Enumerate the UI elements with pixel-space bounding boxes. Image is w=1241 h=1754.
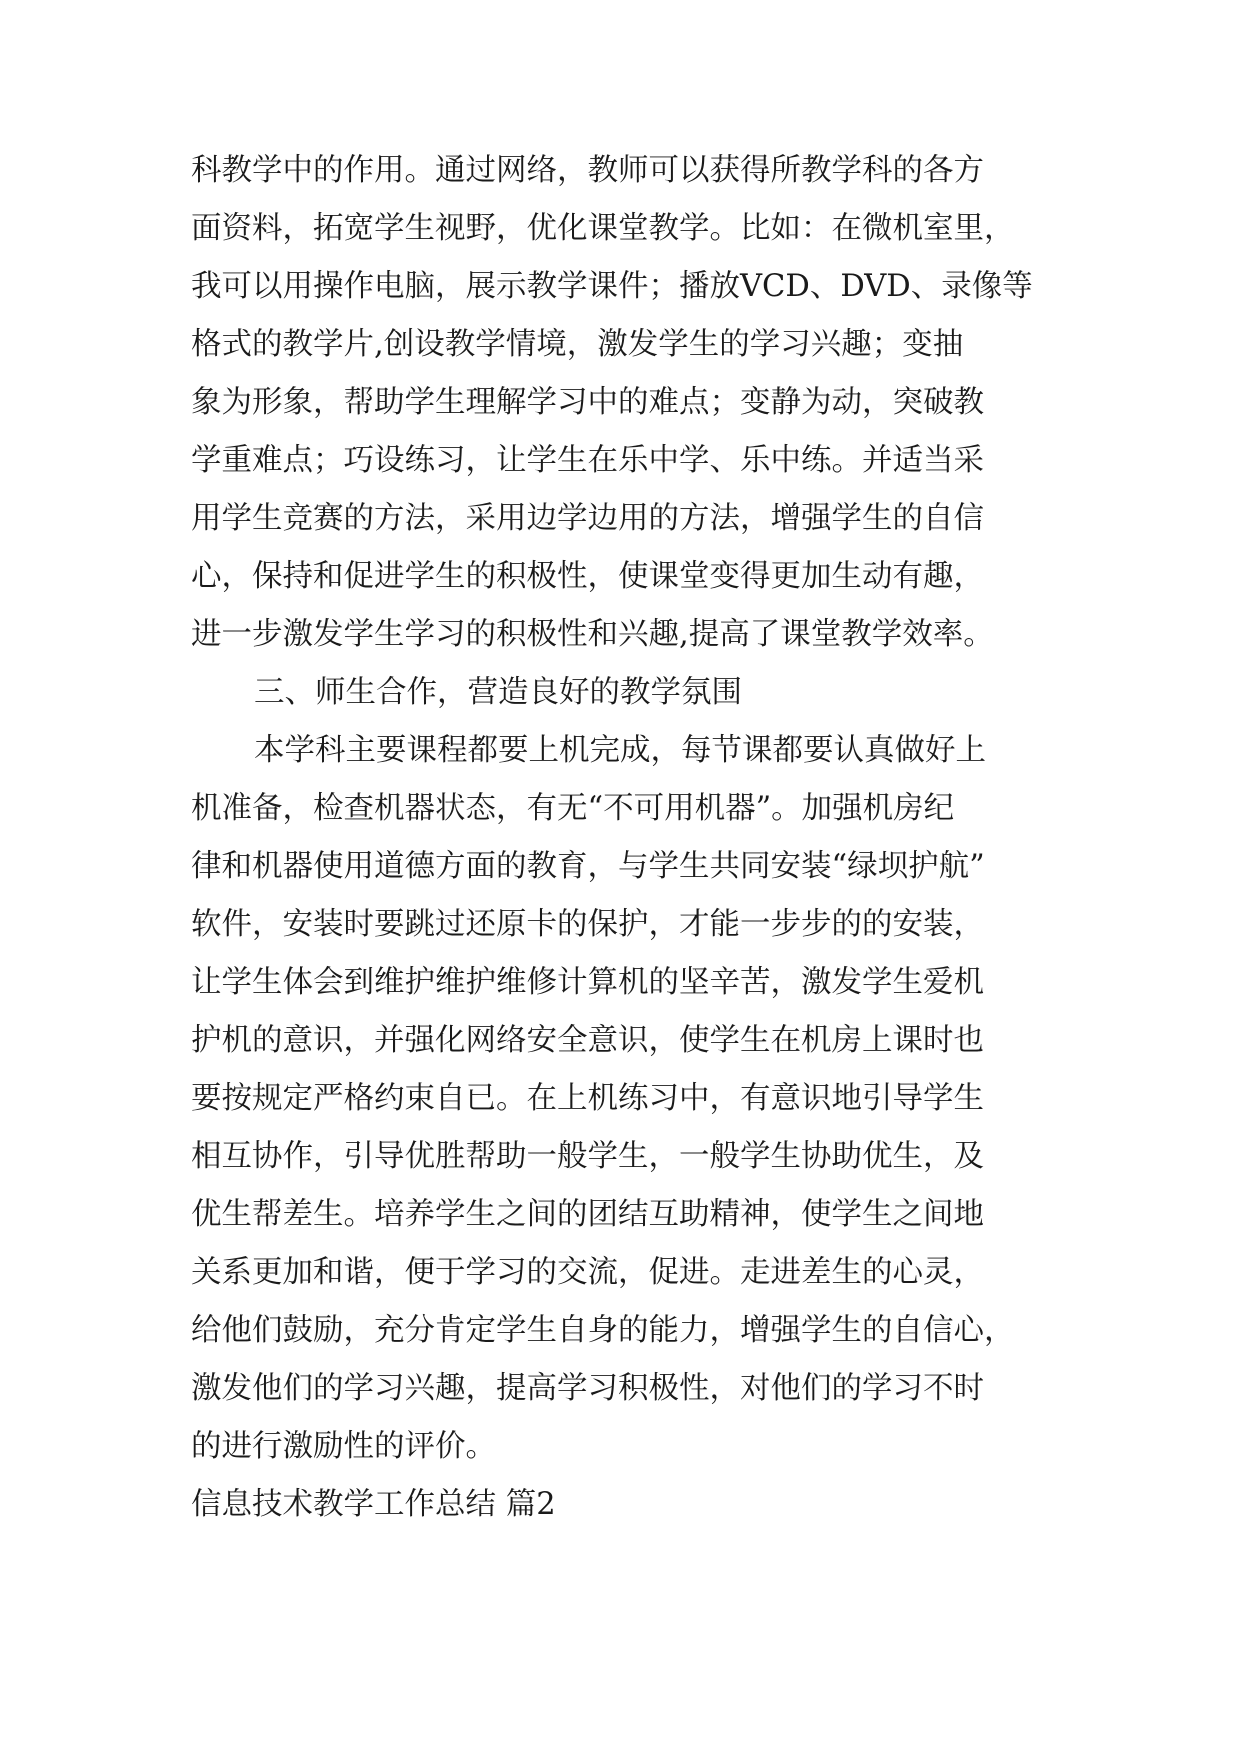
body-text-line: 要按规定严格约束自已。在上机练习中，有意识地引导学生 — [191, 1081, 984, 1116]
body-text-line: 面资料，拓宽学生视野，优化课堂教学。比如：在微机室里， — [191, 211, 1015, 246]
body-text-line: 心，保持和促进学生的积极性，使课堂变得更加生动有趣， — [191, 559, 984, 594]
section-heading: 三、师生合作，营造良好的教学氛围 — [254, 675, 742, 710]
body-text-line: 给他们鼓励，充分肯定学生自身的能力，增强学生的自信心， — [191, 1313, 1015, 1348]
body-text-line: 让学生体会到维护维护维修计算机的坚辛苦，激发学生爱机 — [191, 965, 984, 1000]
body-text-line: 优生帮差生。培养学生之间的团结互助精神，使学生之间地 — [191, 1197, 984, 1232]
body-text-line: 激发他们的学习兴趣，提高学习积极性，对他们的学习不时 — [191, 1371, 984, 1406]
body-text-line: 格式的教学片,创设教学情境，激发学生的学习兴趣；变抽 — [191, 327, 964, 362]
body-text-line: 的进行激励性的评价。 — [191, 1429, 496, 1464]
body-text-line: 软件，安装时要跳过还原卡的保护，才能一步步的的安装， — [191, 907, 984, 942]
body-text-line: 象为形象，帮助学生理解学习中的难点；变静为动，突破教 — [191, 385, 984, 420]
body-text-line: 机准备，检查机器状态，有无“不可用机器”。加强机房纪 — [191, 791, 955, 826]
body-text-line: 相互协作，引导优胜帮助一般学生，一般学生协助优生，及 — [191, 1139, 984, 1174]
body-text-line: 用学生竞赛的方法，采用边学边用的方法，增强学生的自信 — [191, 501, 984, 536]
body-text-line: 学重难点；巧设练习，让学生在乐中学、乐中练。并适当采 — [191, 443, 984, 478]
article-title: 信息技术教学工作总结 篇2 — [191, 1487, 556, 1522]
body-text-line: 律和机器使用道德方面的教育，与学生共同安装“绿坝护航” — [191, 849, 985, 884]
body-text-line: 护机的意识，并强化网络安全意识，使学生在机房上课时也 — [191, 1023, 984, 1058]
body-text-line: 我可以用操作电脑，展示教学课件；播放VCD、DVD、录像等 — [191, 269, 1033, 304]
body-text-line: 关系更加和谐，便于学习的交流，促进。走进差生的心灵， — [191, 1255, 984, 1290]
body-text-line: 进一步激发学生学习的积极性和兴趣,提高了课堂教学效率。 — [191, 617, 994, 652]
body-text-line: 本学科主要课程都要上机完成，每节课都要认真做好上 — [254, 733, 986, 768]
body-text-line: 科教学中的作用。通过网络，教师可以获得所教学科的各方 — [191, 153, 984, 188]
